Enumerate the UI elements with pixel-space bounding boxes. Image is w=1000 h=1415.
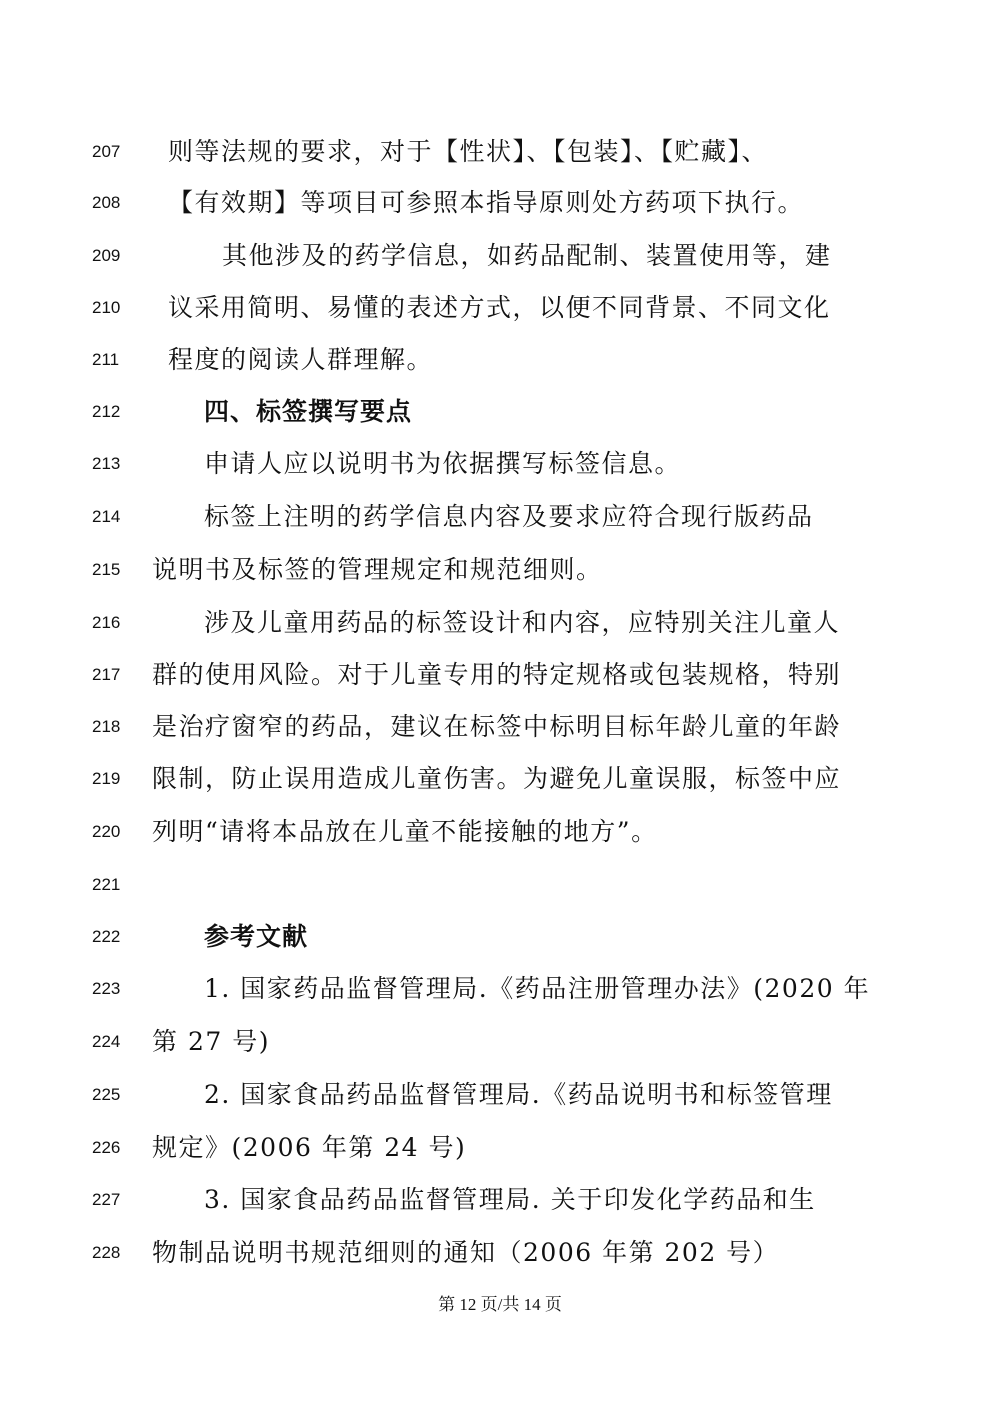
text-line bbox=[0, 444, 1000, 484]
line-text: 其他涉及的药学信息，如药品配制、装置使用等，建 bbox=[222, 241, 832, 270]
line-text: 第 27 号) bbox=[152, 1027, 270, 1056]
line-number: 219 bbox=[92, 769, 121, 788]
line-number: 208 bbox=[92, 193, 121, 212]
line-text: 列明“请将本品放在儿童不能接触的地方”。 bbox=[152, 817, 658, 846]
text-line bbox=[0, 550, 1000, 590]
line-number: 221 bbox=[92, 875, 121, 894]
line-text: 群的使用风险。对于儿童专用的特定规格或包装规格，特别 bbox=[152, 660, 842, 689]
text-line bbox=[0, 288, 1000, 328]
line-number: 216 bbox=[92, 613, 121, 632]
line-number: 214 bbox=[92, 507, 121, 526]
line-number: 212 bbox=[92, 402, 121, 421]
line-text: 2. 国家食品药品监督管理局.《药品说明书和标签管理 bbox=[204, 1080, 833, 1109]
text-line bbox=[0, 812, 1000, 852]
text-line bbox=[0, 236, 1000, 276]
line-text: 是治疗窗窄的药品，建议在标签中标明目标年龄儿童的年龄 bbox=[152, 712, 842, 741]
text-line bbox=[0, 497, 1000, 537]
text-line bbox=[0, 340, 1000, 380]
text-line bbox=[0, 132, 1000, 172]
line-text: 标签上注明的药学信息内容及要求应符合现行版药品 bbox=[204, 502, 814, 531]
line-text: 物制品说明书规范细则的通知（2006 年第 202 号） bbox=[152, 1238, 780, 1267]
line-text: 涉及儿童用药品的标签设计和内容，应特别关注儿童人 bbox=[204, 608, 841, 637]
line-text: 3. 国家食品药品监督管理局. 关于印发化学药品和生 bbox=[204, 1185, 816, 1214]
line-text: 说明书及标签的管理规定和规范细则。 bbox=[152, 555, 603, 584]
line-number: 223 bbox=[92, 979, 121, 998]
heading-text: 四、标签撰写要点 bbox=[204, 397, 413, 426]
line-number: 213 bbox=[92, 454, 121, 473]
text-line bbox=[0, 183, 1000, 223]
line-number: 225 bbox=[92, 1085, 121, 1104]
line-number: 228 bbox=[92, 1243, 121, 1262]
reference-line bbox=[0, 1022, 1000, 1062]
heading-text: 参考文献 bbox=[204, 922, 309, 951]
reference-line bbox=[0, 1075, 1000, 1115]
line-number: 210 bbox=[92, 298, 121, 317]
line-number: 224 bbox=[92, 1032, 121, 1051]
line-number: 209 bbox=[92, 246, 121, 265]
line-text: 【有效期】等项目可参照本指导原则处方药项下执行。 bbox=[168, 188, 805, 217]
line-text: 限制，防止误用造成儿童伤害。为避免儿童误服，标签中应 bbox=[152, 764, 842, 793]
line-text: 申请人应以说明书为依据撰写标签信息。 bbox=[204, 449, 682, 478]
text-line bbox=[0, 603, 1000, 643]
blank-line bbox=[0, 865, 1000, 905]
reference-line bbox=[0, 969, 1000, 1009]
reference-line bbox=[0, 1180, 1000, 1220]
text-line bbox=[0, 655, 1000, 695]
line-text: 规定》(2006 年第 24 号) bbox=[152, 1133, 467, 1162]
page-footer: 第 12 页/共 14 页 bbox=[438, 1295, 562, 1314]
reference-line bbox=[0, 1128, 1000, 1168]
line-text: 程度的阅读人群理解。 bbox=[168, 345, 434, 374]
text-line bbox=[0, 707, 1000, 747]
line-number: 226 bbox=[92, 1138, 121, 1157]
line-number: 222 bbox=[92, 927, 121, 946]
section-heading bbox=[0, 392, 1000, 432]
line-number: 217 bbox=[92, 665, 121, 684]
section-heading bbox=[0, 917, 1000, 957]
line-number: 227 bbox=[92, 1190, 121, 1209]
line-text: 议采用简明、易懂的表述方式，以便不同背景、不同文化 bbox=[168, 293, 831, 322]
line-text: 1. 国家药品监督管理局.《药品注册管理办法》(2020 年 bbox=[204, 974, 871, 1003]
line-number: 218 bbox=[92, 717, 121, 736]
text-line bbox=[0, 759, 1000, 799]
line-number: 215 bbox=[92, 560, 121, 579]
line-number: 207 bbox=[92, 142, 121, 161]
line-text: 则等法规的要求，对于【性状】、【包装】、【贮藏】、 bbox=[168, 137, 769, 166]
reference-line bbox=[0, 1233, 1000, 1273]
line-number: 211 bbox=[92, 350, 120, 369]
line-number: 220 bbox=[92, 822, 121, 841]
